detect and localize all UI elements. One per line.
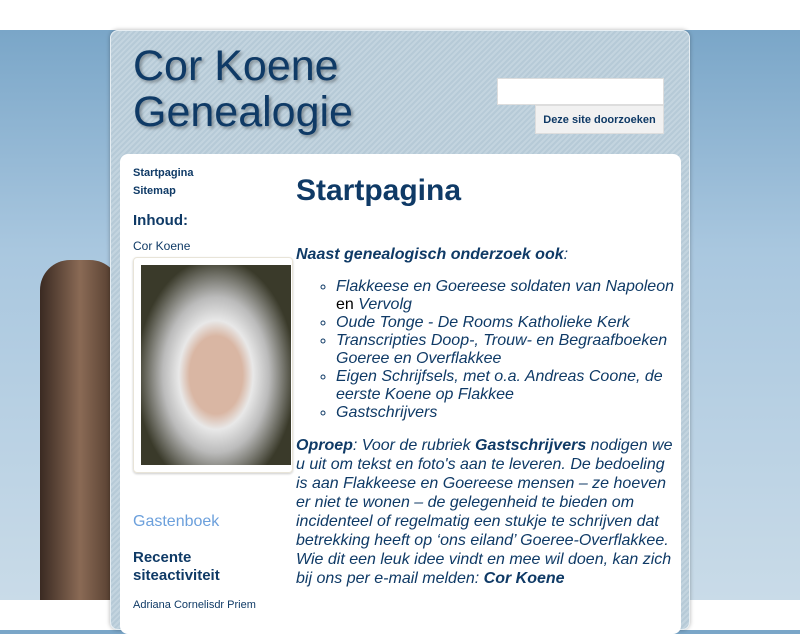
contact-name[interactable]: Cor Koene [483,570,565,587]
link-eigen-schrijfsels[interactable]: Eigen Schrijfsels [336,368,455,385]
portrait-frame [133,257,293,473]
contents-link-cor-koene[interactable]: Cor Koene [133,239,191,253]
site-title[interactable] [133,43,353,135]
nav-sitemap[interactable]: Sitemap [133,185,176,197]
list-item [336,404,676,422]
link-oude-tonge[interactable]: Oude Tonge - De Rooms Katholieke Kerk [336,314,630,331]
oproep-link-text: Gastschrijvers [475,437,587,454]
list-text: , met o.a. [454,368,525,385]
oproep-text: nodigen we u uit om tekst en foto's aan te leveren. De bedoeling is aan Flakkeese en Goereese mensen – ze hoeven er niet te wonen – de gelegenheid te bieden om incidenteel of regelmatig een stukje te schrijven dat betrekking heeft op ‘ons eiland’ Goeree-Overflakkee. Wie dit een leuk idee vindt en mee wil doen, kan zich bij ons per e-mail melden: [296,437,673,587]
background-tower-image [40,260,120,600]
intro-colon: : [563,246,569,263]
site-title-line: Genealogie [133,88,353,136]
nav-startpagina[interactable]: Startpagina [133,167,194,179]
oproep-gastschrijvers-link[interactable] [475,437,586,454]
search-button[interactable]: Deze site doorzoeken [535,105,664,134]
content-panel [120,154,681,634]
list-item [336,314,676,332]
link-transcripties[interactable]: Transcripties Doop-, Trouw- en Begraafboeken Goeree en Overflakkee [336,332,668,367]
link-napoleon[interactable]: Flakkeese en Goereese soldaten van Napoleon [336,278,674,295]
portrait-image [141,265,291,465]
sidebar [133,164,278,611]
site-container [110,30,690,630]
list-item [336,278,676,314]
oproep-paragraph [296,436,676,588]
main-content [296,174,676,588]
contents-heading: Inhoud: [133,212,188,229]
link-vervolg[interactable]: Vervolg [358,296,412,313]
link-gastschrijvers[interactable]: Gastschrijvers [336,404,438,421]
list-text: en [336,296,359,313]
recent-activity-item[interactable]: Adriana Cornelisdr Priem [133,599,256,611]
guestbook-link[interactable]: Gastenboek [133,513,220,530]
list-item [336,368,676,404]
list-item [336,332,676,368]
oproep-text: : Voor de rubriek [352,437,476,454]
topics-list [336,278,676,422]
oproep-label: Oproep [296,437,353,454]
recent-activity-heading: Recente siteactiviteit [133,549,220,584]
intro-text: Naast genealogisch onderzoek ook [296,246,564,263]
site-title-line: Cor Koene [133,42,339,90]
page-title: Startpagina [296,174,462,207]
search-input[interactable] [497,78,664,105]
link-andreas-coone[interactable]: Andreas Coone, de eerste Koene op Flakkee [336,368,663,403]
